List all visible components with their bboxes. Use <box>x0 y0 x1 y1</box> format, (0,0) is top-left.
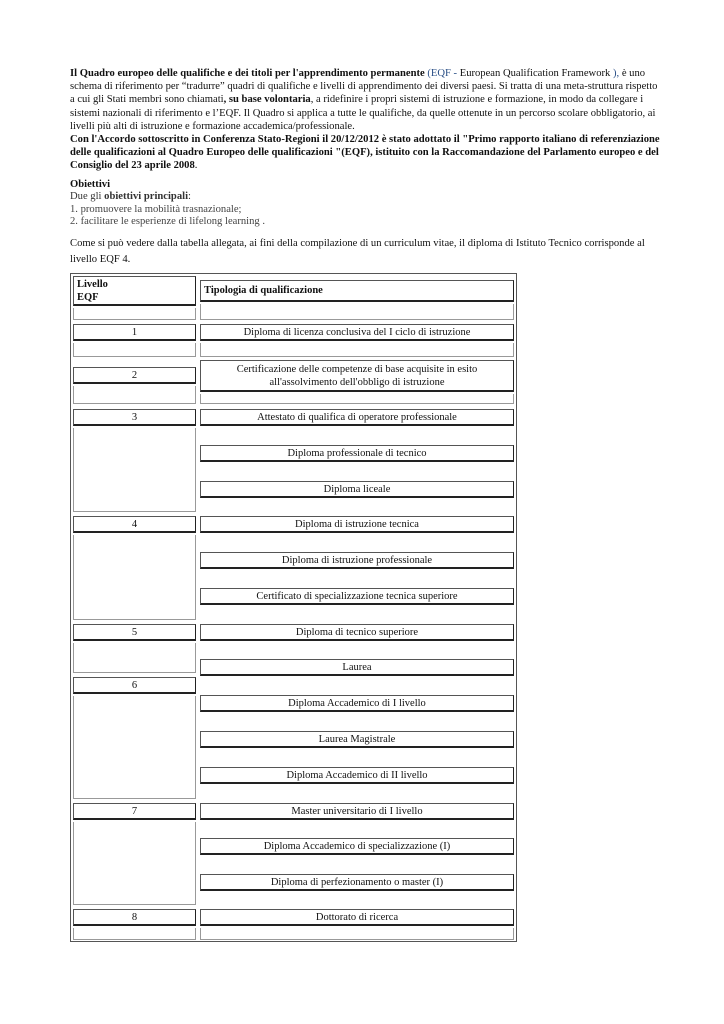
empty-cell <box>73 428 196 512</box>
level-cell <box>73 803 196 820</box>
level-cell <box>73 516 196 533</box>
empty-cell <box>200 928 514 940</box>
qualification-cell <box>200 874 514 891</box>
qualification-cell <box>200 695 514 712</box>
qualification-cell <box>200 445 514 462</box>
qualification-cell <box>200 731 514 748</box>
intro-text-a: è uno schema di riferimento per “tradurre” quadri di qualifiche e livelli di apprendimento dei diversi paesi. Si tratta di una meta-struttura rispetto a cui gli Stati membri sono chiamati <box>70 68 658 106</box>
agreement-text: Con l'Accordo sottoscritto in Conferenza Stato-Regioni il 20/12/2012 è stato adottato il "Primo rapporto italiano di referenziazione delle qualificazioni al Quadro Europeo delle qualificazioni "(EQF), istituito con la Raccomandazione del Parlamento europeo e del Consiglio del 23 aprile 2008 <box>70 134 660 172</box>
empty-cell <box>73 386 196 404</box>
qualification-label: Laurea Magistrale <box>318 733 396 745</box>
qualification-cell <box>200 409 514 426</box>
empty-cell <box>73 643 196 673</box>
qualification-label: Diploma liceale <box>323 483 391 495</box>
objectives-lead-b: : <box>188 191 191 203</box>
qualification-cell <box>200 909 514 926</box>
qualification-label: Attestato di qualifica di operatore professionale <box>257 411 457 423</box>
header-level-cell <box>73 276 196 306</box>
header-type-label: Tipologia di qualificazione <box>204 285 323 296</box>
qualification-label: Diploma di istruzione tecnica <box>295 518 419 530</box>
empty-cell <box>200 343 514 357</box>
qualification-cell <box>200 838 514 855</box>
qualification-label: Master universitario di I livello <box>291 805 423 817</box>
qualification-cell <box>200 324 514 341</box>
level-cell <box>73 409 196 426</box>
header-type-cell <box>200 280 514 302</box>
level-cell <box>73 677 196 694</box>
qualification-cell <box>200 552 514 569</box>
qualification-cell <box>200 624 514 641</box>
agreement-end: . <box>194 160 198 172</box>
qualification-label: Certificazione delle competenze di base acquisite in esito all'assolvimento dell'obbligo di istruzione <box>236 363 478 388</box>
qualification-label: Certificato di specializzazione tecnica superiore <box>256 590 458 602</box>
qualification-cell <box>200 360 514 392</box>
level-label: 8 <box>131 911 138 923</box>
header-level-label: Livello EQF <box>77 278 108 303</box>
eqf-link-open[interactable]: (EQF - <box>424 68 460 79</box>
qualification-label: Diploma di tecnico superiore <box>295 626 419 638</box>
qualification-label: Diploma di perfezionamento o master (I) <box>270 876 444 888</box>
empty-cell <box>73 343 196 357</box>
objective-item-1: 1. promuovere la mobilità trasnazionale; <box>70 203 242 215</box>
intro-title: Il Quadro europeo delle qualifiche e dei titoli per l'apprendimento permanente <box>70 68 425 79</box>
level-cell <box>73 909 196 926</box>
objective-item-2: 2. facilitare le esperienze di lifelong learning . <box>70 216 266 228</box>
level-cell <box>73 624 196 641</box>
objectives-heading: Obiettivi <box>70 178 111 190</box>
level-cell <box>73 324 196 341</box>
qualification-cell <box>200 481 514 498</box>
objectives-lead <box>70 191 660 204</box>
qualification-label: Diploma di istruzione professionale <box>281 554 433 566</box>
qualification-label: Diploma Accademico di I livello <box>288 697 426 709</box>
qualification-cell <box>200 767 514 784</box>
level-label: 5 <box>131 626 138 638</box>
objectives-lead-bold: obiettivi principali <box>104 191 189 203</box>
empty-cell <box>73 696 196 799</box>
intro-paragraph <box>70 67 660 173</box>
eqf-table <box>70 273 517 942</box>
eqf-full-name: European Qualification Framework <box>459 68 611 79</box>
intro-bold-voluntary: , su base volontaria <box>223 94 311 106</box>
qualification-cell <box>200 803 514 820</box>
qualification-label: Diploma di licenza conclusiva del I ciclo di istruzione <box>243 326 471 338</box>
level-label: 6 <box>131 679 138 691</box>
empty-cell <box>73 822 196 905</box>
qualification-cell <box>200 659 514 676</box>
intro-text-b: , a ridefinire i propri sistemi di istruzione e formazione, in modo da collegare i sistemi nazionali di riferimento e l’EQF. Il Quadro si applica a tutte le qualifiche, da quelle ottenute in un percorso scolare obbligatorio, ai livelli più alti di istruzione e formazione accademica/professionale. <box>70 94 656 132</box>
qualification-label: Diploma Accademico di specializzazione (I) <box>263 840 451 852</box>
qualification-cell <box>200 588 514 605</box>
empty-cell <box>200 394 514 404</box>
qualification-label: Laurea <box>342 661 372 673</box>
empty-cell <box>200 304 514 320</box>
qualification-cell <box>200 516 514 533</box>
empty-cell <box>73 308 196 320</box>
level-label: 3 <box>131 411 138 423</box>
level-label: 2 <box>131 369 138 381</box>
level-label: 1 <box>131 326 138 338</box>
empty-cell <box>73 928 196 940</box>
level-label: 4 <box>131 518 138 530</box>
objectives-section <box>70 179 660 229</box>
qualification-label: Dottorato di ricerca <box>315 911 399 923</box>
empty-cell <box>73 535 196 620</box>
objectives-lead-a: Due gli <box>70 191 105 203</box>
level-label: 7 <box>131 805 138 817</box>
document-body <box>70 67 660 269</box>
qualification-label: Diploma professionale di tecnico <box>287 447 427 459</box>
qualification-label: Diploma Accademico di II livello <box>286 769 428 781</box>
eqf-link-close[interactable]: ), <box>610 68 622 79</box>
summary-paragraph: Come si può vedere dalla tabella allegata, ai fini della compilazione di un curriculum vitae, il diploma di Istituto Tecnico corrisponde al livello EQF 4. <box>70 238 645 266</box>
level-cell <box>73 367 196 384</box>
